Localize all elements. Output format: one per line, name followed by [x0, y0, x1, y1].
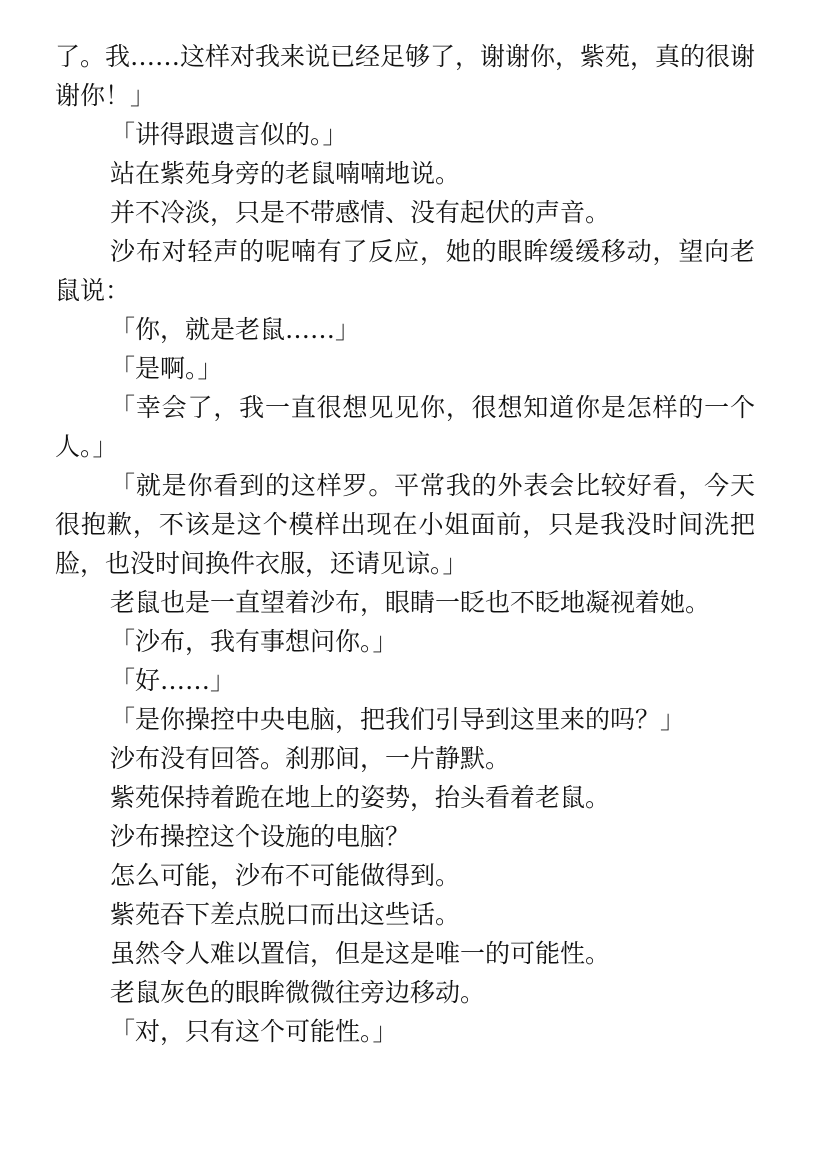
paragraph: 站在紫苑身旁的老鼠喃喃地说。 — [110, 159, 461, 188]
paragraph: 沙布没有回答。刹那间，一片静默。 — [110, 744, 511, 773]
text-body — [55, 37, 755, 1051]
paragraph: 「好……」 — [110, 666, 236, 695]
paragraph: 「是啊。」 — [110, 354, 223, 383]
paragraph: 「就是你看到的这样罗。平常我的外表会比较好看，今天很抱歉，不该是这个模样出现在小姐面前，只是我没时间洗把脸，也没时间换件衣服，还请见谅。」 — [55, 471, 755, 578]
paragraph: 老鼠灰色的眼眸微微往旁边移动。 — [110, 978, 486, 1007]
paragraph: 「讲得跟遗言似的。」 — [110, 120, 348, 149]
paragraph: 紫苑保持着跪在地上的姿势，抬头看着老鼠。 — [110, 783, 611, 812]
paragraph: 沙布操控这个设施的电脑？ — [110, 822, 411, 851]
paragraph: 紫苑吞下差点脱口而出这些话。 — [110, 900, 461, 929]
paragraph: 「是你操控中央电脑，把我们引导到这里来的吗？」 — [110, 705, 686, 734]
paragraph: 虽然令人难以置信，但是这是唯一的可能性。 — [110, 939, 611, 968]
paragraph: 「对，只有这个可能性。」 — [110, 1017, 398, 1046]
paragraph: 「你，就是老鼠……」 — [110, 315, 361, 344]
paragraph: 并不冷淡，只是不带感情、没有起伏的声音。 — [110, 198, 611, 227]
paragraph: 了。我……这样对我来说已经足够了，谢谢你，紫苑，真的很谢谢你！」 — [55, 42, 756, 110]
paragraph: 老鼠也是一直望着沙布，眼睛一眨也不眨地凝视着她。 — [110, 588, 711, 617]
paragraph: 沙布对轻声的呢喃有了反应，她的眼眸缓缓移动，望向老鼠说： — [55, 237, 755, 305]
paragraph: 「沙布，我有事想问你。」 — [110, 627, 398, 656]
paragraph: 怎么可能，沙布不可能做得到。 — [110, 861, 461, 890]
paragraph: 「幸会了，我一直很想见见你，很想知道你是怎样的一个人。」 — [55, 393, 755, 461]
